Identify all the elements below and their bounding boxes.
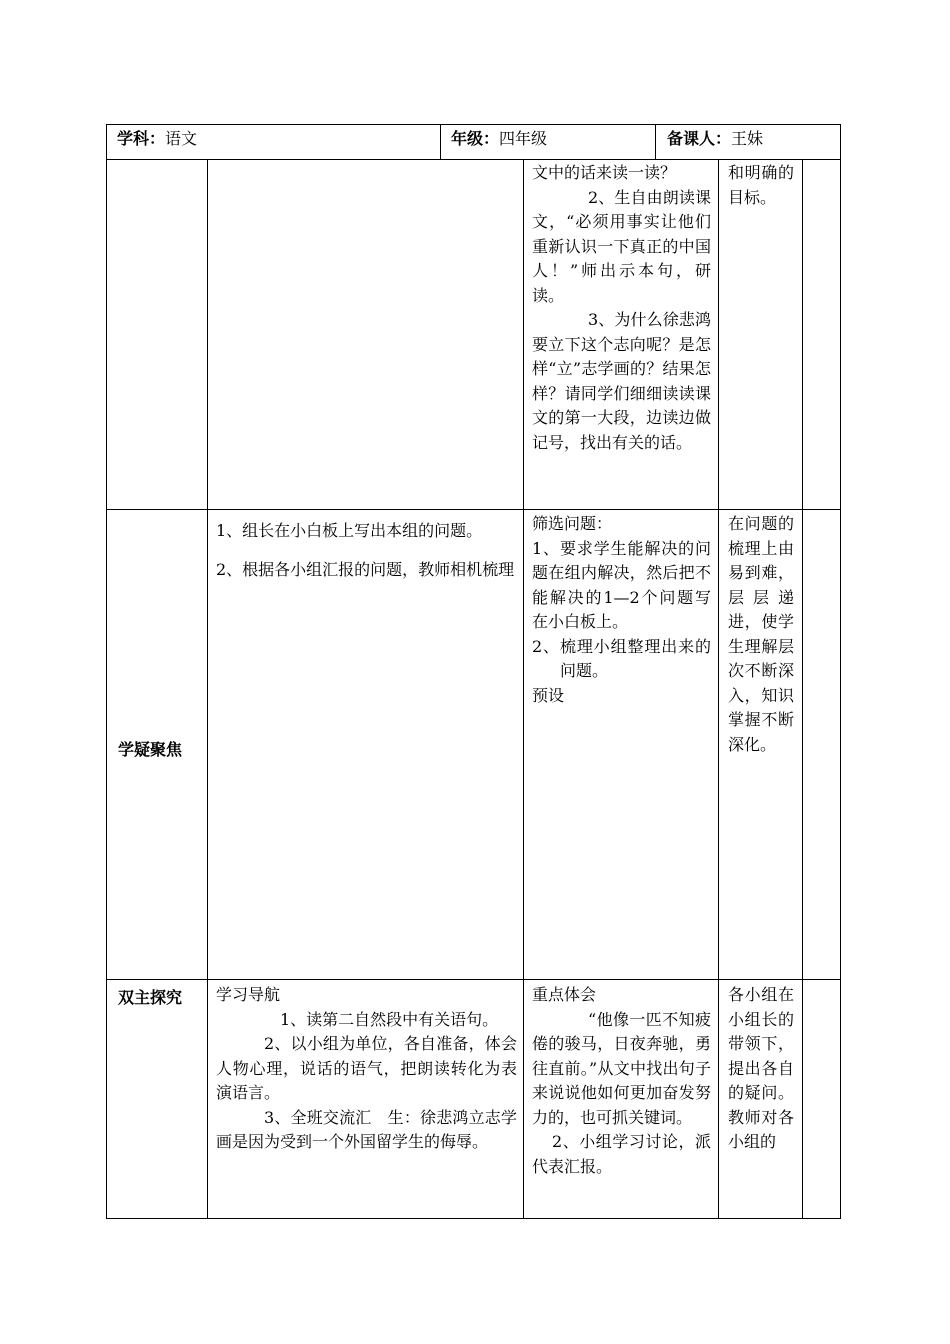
subject-label: 学科：: [117, 129, 166, 148]
row3-teacher-line-3: 2、小组学习讨论，派代表汇报。: [532, 1132, 711, 1176]
row1-teacher-cell: [532, 161, 711, 455]
row2-student-cell: [216, 511, 517, 589]
row2-intent-cell: [728, 512, 794, 757]
row2-teacher-line-4: 预设: [532, 685, 565, 705]
grade-value: 四年级: [499, 129, 548, 148]
row3-student-line-4: 3、全班交流汇 生：徐悲鸿立志学画是因为受到一个外国留学生的侮辱。: [216, 1107, 517, 1151]
row3-teacher-line-1: 重点体会: [532, 985, 597, 1004]
row3-student-line-2: 1、读第二自然段中有关语句。: [280, 1009, 499, 1029]
row2-teacher-line-3: 2、梳理小组整理出来的问题。: [532, 636, 711, 680]
subject-cell: [107, 125, 197, 159]
row3-label: 双主探究: [118, 988, 183, 1007]
row3-intent-text: 各小组在小组长的带领下，提出各自的疑问。教师对各小组的: [728, 985, 794, 1151]
preparer-cell: [657, 125, 763, 159]
header-row: [106, 124, 841, 160]
row2-teacher-line-1: 筛选问题：: [532, 514, 613, 533]
row2-teacher-line-2: 1、要求学生能解决的问题在组内解决，然后把不能解决的1—2个问题写在小白板上。: [532, 538, 711, 631]
row1-teacher-line-3: 3、为什么徐悲鸿要立下这个志向呢？是怎样“立”志学画的？结果怎样？请同学们细细读读课文的第一大段，边读边做记号，找出有关的话。: [532, 310, 711, 452]
row1-teacher-line-1: 文中的话来读一读？: [532, 163, 677, 182]
row3-teacher-cell: [532, 983, 711, 1179]
row3-student-line-3: 2、以小组为单位，各自准备，体会人物心理，说话的语气，把朗读转化为表演语言。: [216, 1034, 517, 1102]
row2-intent-text: 在问题的梳理上由易到难，层层递进，使学生理解层次不断深入，知识掌握不断深化。: [728, 514, 794, 754]
row2-student-line-1: 1、组长在小白板上写出本组的问题。: [216, 521, 483, 540]
row3-student-cell: [216, 983, 517, 1155]
row3-student-line-1: 学习导航: [216, 985, 281, 1004]
row1-intent-cell: [728, 161, 794, 210]
row1-teacher-line-2: 2、生自由朗读课文，“必须用事实让他们重新认识一下真正的中国人！”师出示本句，研读。: [532, 187, 711, 305]
row2-teacher-cell: [532, 512, 711, 708]
row2-student-line-2: 2、根据各小组汇报的问题，教师相机梳理: [216, 560, 515, 579]
grade-label: 年级：: [451, 129, 500, 148]
preparer-label: 备课人：: [667, 129, 732, 148]
grade-cell: [441, 125, 547, 159]
preparer-value: 王妹: [731, 129, 764, 148]
row3-intent-cell: [728, 983, 794, 1155]
row3-teacher-line-2: “他像一匹不知疲倦的骏马，日夜奔驰，勇往直前。”从文中找出句子来说说他如何更加奋发努力的，也可抓关键词。: [532, 1009, 711, 1127]
subject-value: 语文: [165, 129, 198, 148]
row1-intent-text: 和明确的目标。: [728, 163, 794, 207]
row2-label: 学疑聚焦: [118, 740, 183, 759]
